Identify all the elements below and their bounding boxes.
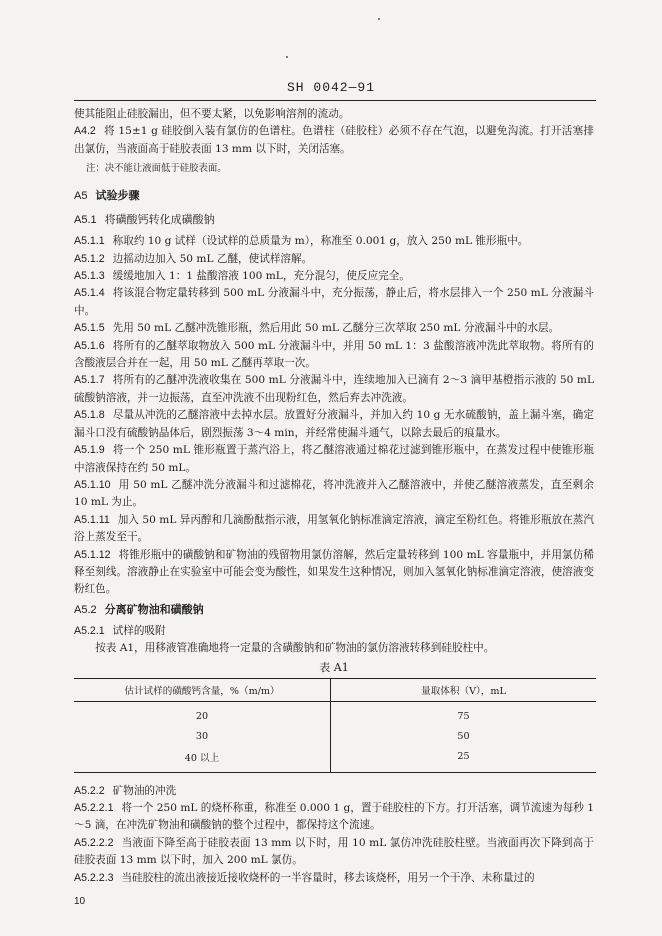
clause-a5-2-2-3: A5.2.2.3 当硅胶柱的流出液接近接收烧杯的一半容量时，移去该烧杯，用另一个干净、未称量过的 (74, 871, 535, 884)
clause-a5-2-2-2: A5.2.2.2 当液面下降至高于硅胶表面 13 mm 以下时，用 10 mL 氯仿冲洗硅胶柱壁。当液面再次下降到高于硅胶表面 13 mm 以下时，加入 200 mL 氯仿。 (74, 836, 594, 867)
clause-a5-2-1-text: 按表 A1，用移液管准确地将一定量的含磺酸钠和矿物油的氯仿溶液转移到硅胶柱中。 (95, 642, 495, 655)
standard-code: SH 0042—91 (286, 80, 375, 95)
table-cell: 75 (457, 711, 470, 723)
table-cell: 50 (457, 731, 470, 743)
page-number: 10 (74, 896, 86, 907)
clause-a5-1-12: A5.1.12 将锥形瓶中的磺酸钠和矿物油的残留物用氯仿溶解，然后定量转移到 100 mL 容量瓶中，并用氯仿稀释至刻线。溶液静止在实验室中可能会变为酸性，如果发生这种情况，则加入氢氧化钠标准滴定溶液，使溶液变粉红色。 (74, 548, 594, 596)
clause-a5-1-1: A5.1.1 称取约 10 g 试样（设试样的总质量为 m），称准至 0.001 g，放入 250 mL 锥形瓶中。 (74, 235, 529, 248)
table-header-row (74, 678, 596, 701)
page-body (74, 106, 594, 887)
section-a5-1-heading: A5.1 将磺酸钙转化成磺酸钠 (74, 213, 215, 227)
table-title: 表 A1 (319, 660, 349, 674)
table-cell: 40 以上 (74, 747, 331, 773)
clause-a5-1-11: A5.1.11 加入 50 mL 异丙醇和几滴酚酞指示液，用氢氧化钠标准滴定溶液，滴定至粉红色。将锥形瓶放在蒸汽浴上蒸发至干。 (74, 513, 594, 544)
table-a1 (74, 678, 596, 773)
table-cell: 20 (74, 701, 331, 727)
clause-a5-1-10: A5.1.10 用 50 mL 乙醚冲洗分液漏斗和过滤棉花，将冲洗液并入乙醚溶液中，并使乙醚溶液蒸发，直至剩余 10 mL 为止。 (74, 478, 594, 509)
clause-a5-1-9: A5.1.9 将一个 250 mL 锥形瓶置于蒸汽浴上，将乙醚溶液通过棉花过滤到锥形瓶中，在蒸发过程中使锥形瓶中溶液保持在约 50 mL。 (74, 444, 594, 474)
clause-a5-1-8: A5.1.8 尽量从冲洗的乙醚溶液中去掉水层。放置好分液漏斗，并加入约 10 g 无水硫酸钠，盖上漏斗塞，确定漏斗口没有硫酸钠晶体后，剧烈振荡 3～4 min，并经常使漏斗通气，以除去最后的痕量水。 (74, 409, 594, 439)
table-row (74, 747, 596, 773)
clause-a5-1-3: A5.1.3 缓缓地加入 1：1 盐酸溶液 100 mL，充分混匀，使反应完全。 (74, 270, 410, 283)
spacer (74, 773, 594, 777)
note: 注：决不能让液面低于硅胶表面。 (86, 163, 227, 175)
table-cell: 30 (74, 727, 331, 747)
section-a5-heading: A5 试验步骤 (74, 189, 140, 203)
clause-a5-1-7: A5.1.7 将所有的乙醚冲洗液收集在 500 mL 分液漏斗中，连续地加入已滴有 2～3 滴甲基橙指示液的 50 mL 硫酸钠溶液，并一边振荡，直至冲洗液不出现粉红色，然后弃去冲洗液。 (74, 374, 594, 404)
section-a5-2-heading: A5.2 分离矿物油和磺酸钠 (74, 602, 204, 616)
scan-speck (378, 18, 380, 20)
clause-a5-1-2: A5.1.2 边摇动边加入 50 mL 乙醚，使试样溶解。 (74, 252, 313, 265)
clause-a5-2-2-1: A5.2.2.1 将一个 250 mL 的烧杯称重，称准至 0.000 1 g，置于硅胶柱的下方。打开活塞，调节流速为每秒 1～5 滴，在冲洗矿物油和磺酸钠的整个过程中，都保持这个流速。 (74, 801, 594, 832)
clause-a5-1-4: A5.1.4 将该混合物定量转移到 500 mL 分液漏斗中，充分振荡，静止后，将水层排入一个 250 mL 分液漏斗中。 (74, 287, 594, 317)
table-header-cell: 估计试样的磺酸钙含量，%（m/m） (74, 678, 331, 701)
clause-a5-1-6: A5.1.6 将所有的乙醚萃取物放入 500 mL 分液漏斗中，并用 50 mL 1：3 盐酸溶液冲洗此萃取物。将所有的含酸液层合并在一起，用 50 mL 乙醚再萃取一次。 (74, 339, 594, 370)
header-rule (74, 100, 596, 101)
table-row (74, 701, 596, 727)
paragraph-continuation: 使其能阻止硅胶漏出，但不要太紧，以免影响溶剂的流动。 (74, 108, 350, 120)
clause-a4-2: A4.2 将 15±1 g 硅胶倒入装有氯仿的色谱柱。色谱柱（硅胶柱）必须不存在气泡，以避免沟流。打开活塞排出氯仿，当液面高于硅胶表面 13 mm 以下时，关闭活塞。 (74, 125, 594, 155)
clause-a5-2-2-heading: A5.2.2 矿物油的冲洗 (74, 784, 177, 797)
clause-a5-2-1-heading: A5.2.1 试样的吸附 (74, 624, 166, 637)
table-header-cell: 量取体积（V），mL (331, 678, 597, 701)
clause-a5-1-5: A5.1.5 先用 50 mL 乙醚冲洗锥形瓶，然后用此 50 mL 乙醚分三次萃取 250 mL 分液漏斗中的水层。 (74, 322, 560, 335)
table-cell: 25 (331, 747, 597, 773)
table-row (74, 727, 596, 747)
scan-speck (286, 56, 288, 58)
